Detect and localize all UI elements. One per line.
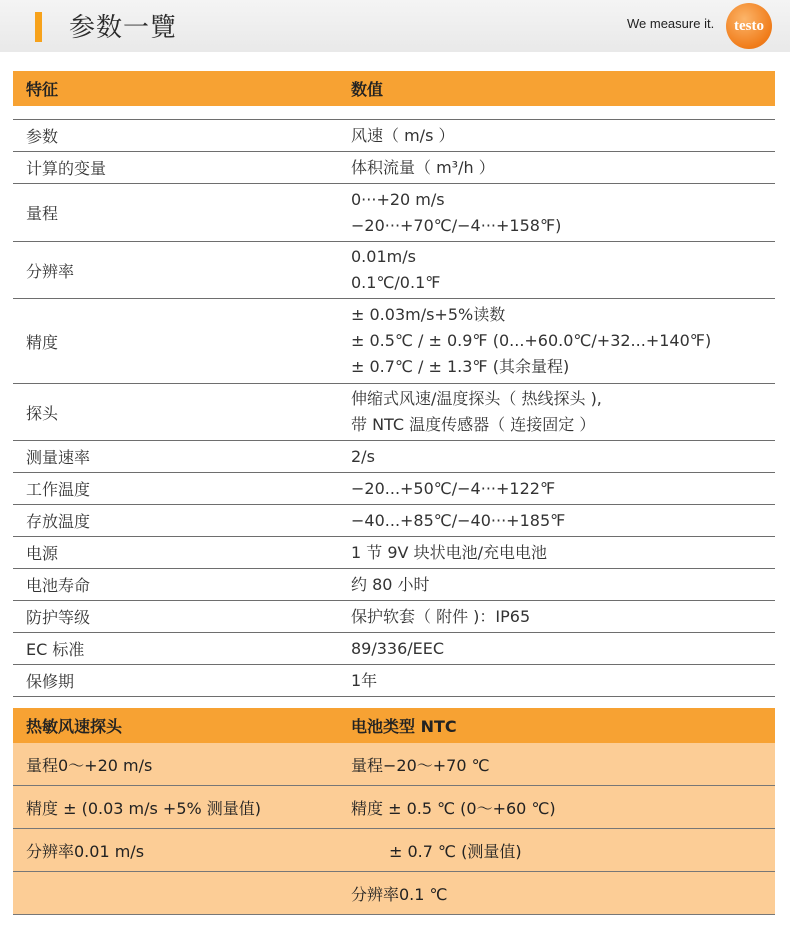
spec-value-line: ± 0.03m/s+5%读数	[351, 305, 506, 324]
spec-row-value	[351, 473, 775, 504]
spec-header-feature: 特征	[26, 80, 59, 99]
probe-row-anemometer: 分辨率0.01 m/s	[26, 841, 145, 861]
spec-value-line: 0···+20 m/s	[351, 189, 445, 209]
spec-value-line: 伸缩式风速/温度探头（ 热线探头 ),	[351, 389, 602, 408]
spec-header-value	[351, 71, 775, 106]
probe-table	[13, 708, 775, 915]
probe-row-ntc-text: 量程−20～+70 ℃	[351, 755, 490, 775]
spec-row-value	[351, 152, 775, 183]
probe-row-ntc-text: 精度 ± 0.5 ℃ (0～+60 ℃)	[351, 798, 556, 818]
brand-slogan: We measure it.	[627, 16, 715, 31]
spec-row	[13, 601, 775, 633]
spec-row-value	[351, 633, 775, 664]
probe-row-ntc	[351, 872, 775, 914]
spec-row-label: 防护等级	[26, 608, 91, 627]
probe-row-ntc	[351, 786, 775, 828]
spec-value-line: 1年	[351, 670, 378, 690]
spec-row-value	[351, 242, 775, 298]
spec-row-label: 参数	[26, 127, 59, 146]
probe-table-header	[13, 708, 775, 743]
spec-row	[13, 242, 775, 299]
probe-header-ntc-label: 电池类型 NTC	[351, 717, 457, 736]
probe-row-ntc	[351, 829, 775, 871]
spec-row-value	[351, 120, 775, 151]
spec-row	[13, 441, 775, 473]
probe-header-ntc	[351, 708, 775, 743]
spec-row-label: 精度	[26, 332, 59, 352]
spec-value-line: 约 80 小时	[351, 574, 430, 594]
probe-row	[13, 743, 775, 786]
spec-row	[13, 633, 775, 665]
spec-row-value	[351, 384, 775, 440]
spec-row-label: 测量速率	[26, 448, 91, 467]
spec-row-value	[351, 665, 775, 696]
spec-value-line: 89/336/EEC	[351, 638, 445, 658]
spec-header-value-label: 数值	[351, 80, 384, 99]
spec-row	[13, 665, 775, 697]
spec-row	[13, 384, 775, 441]
spec-row-label: 保修期	[26, 672, 75, 691]
spec-row-label: 分辨率	[26, 261, 75, 281]
title-accent-bar	[35, 12, 42, 42]
probe-row-ntc	[351, 743, 775, 785]
spec-value-line: −40...+85℃/−40···+185℉	[351, 510, 566, 530]
spec-value-line: 2/s	[351, 446, 375, 466]
testo-logo	[726, 3, 772, 49]
spec-row-value	[351, 569, 775, 600]
spec-row	[13, 299, 775, 384]
probe-row-anemometer: 量程0～+20 m/s	[26, 755, 153, 775]
spec-row	[13, 569, 775, 601]
spec-row-label: 存放温度	[26, 512, 91, 531]
spec-table-header	[13, 71, 775, 106]
spec-row	[13, 152, 775, 184]
spec-value-line: 风速（ m/s ）	[351, 125, 455, 145]
spec-value-line: −20···+70℃/−4···+158℉)	[351, 215, 562, 235]
page-header	[0, 0, 790, 52]
probe-row-ntc-text: 分辨率0.1 ℃	[351, 884, 448, 904]
spec-row-value	[351, 537, 775, 568]
probe-row-anemometer	[13, 872, 351, 914]
probe-row-anemometer: 精度 ± (0.03 m/s +5% 测量值)	[26, 798, 262, 818]
spec-value-line: 0.01m/s	[351, 247, 416, 266]
spec-table	[13, 71, 775, 697]
spec-value-line: 1 节 9V 块状电池/充电电池	[351, 542, 547, 562]
spec-row-value	[351, 505, 775, 536]
spec-row-label: 电池寿命	[26, 576, 91, 595]
spec-row	[13, 184, 775, 242]
probe-row	[13, 786, 775, 829]
spec-row-label: 探头	[26, 403, 59, 423]
spec-table-spacer	[13, 106, 775, 120]
probe-table-body	[13, 743, 775, 915]
page-title: 参数一覽	[69, 13, 178, 43]
spec-value-line: 带 NTC 温度传感器（ 连接固定 ）	[351, 415, 596, 434]
probe-row-ntc-text: ± 0.7 ℃ (测量值)	[389, 841, 522, 861]
spec-row-label: 量程	[26, 204, 59, 223]
spec-row	[13, 473, 775, 505]
spec-value-line: 体积流量（ m³/h ）	[351, 157, 495, 177]
probe-header-anemometer: 热敏风速探头	[26, 717, 123, 736]
spec-row	[13, 505, 775, 537]
spec-value-line: 0.1℃/0.1℉	[351, 273, 441, 292]
spec-row-label: EC 标准	[26, 640, 85, 659]
logo-text: testo	[734, 17, 764, 34]
spec-table-body	[13, 120, 775, 697]
probe-row	[13, 872, 775, 915]
spec-row	[13, 120, 775, 152]
spec-row-value	[351, 299, 775, 383]
spec-row-label: 电源	[26, 544, 59, 563]
spec-row-value	[351, 601, 775, 632]
spec-row-label: 计算的变量	[26, 159, 107, 178]
spec-value-line: ± 0.5℃ / ± 0.9℉ (0...+60.0℃/+32...+140℉)	[351, 331, 712, 350]
spec-value-line: 保护软套（ 附件 )：IP65	[351, 606, 531, 626]
spec-value-line: ± 0.7℃ / ± 1.3℉ (其余量程)	[351, 357, 570, 376]
probe-row	[13, 829, 775, 872]
spec-row	[13, 537, 775, 569]
spec-row-value	[351, 441, 775, 472]
spec-value-line: −20...+50℃/−4···+122℉	[351, 478, 556, 498]
spec-row-label: 工作温度	[26, 480, 91, 499]
spec-row-value	[351, 184, 775, 241]
